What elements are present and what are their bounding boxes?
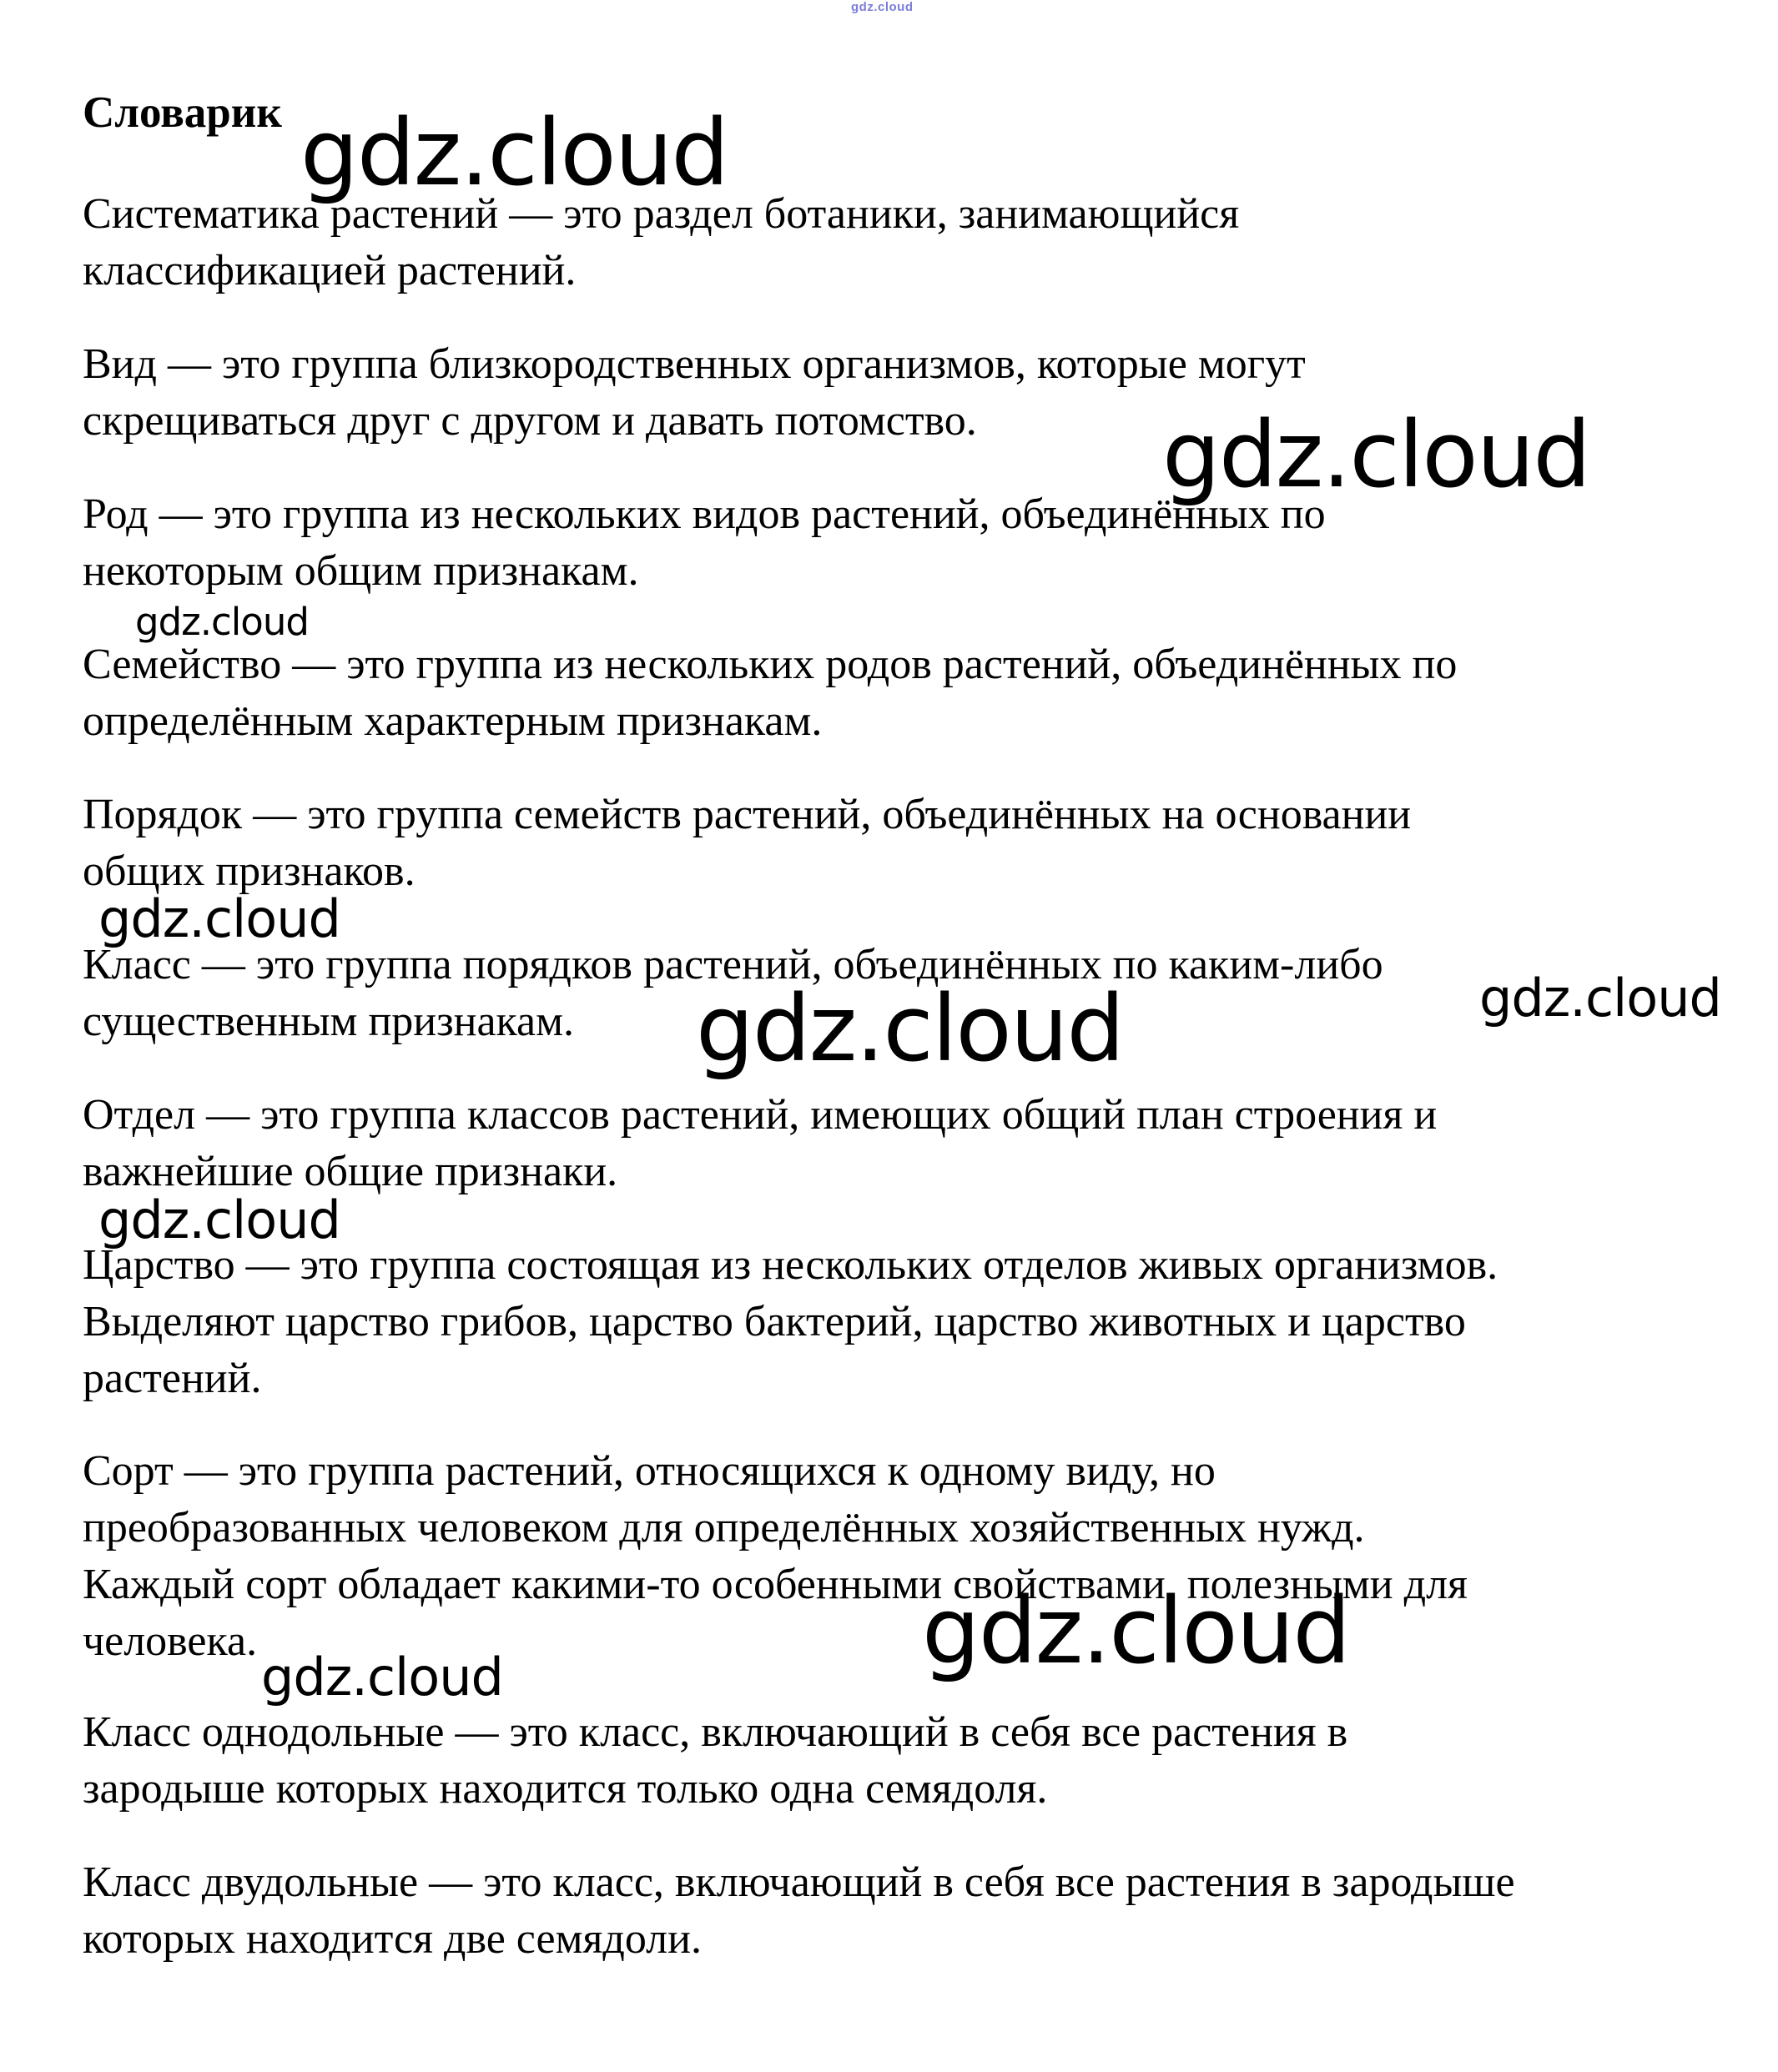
definition-family — [83, 636, 1743, 750]
definition-line: Отдел — это группа классов растений, имеющих общий план строения и — [83, 1091, 1438, 1139]
definition-cultivar — [83, 1443, 1743, 1670]
definition-line: некоторым общим признакам. — [83, 547, 639, 595]
definition-line: Класс однодольные — это класс, включающий в себя все растения в — [83, 1708, 1348, 1756]
definition-line: Класс двудольные — это класс, включающий в себя все растения в зародыше — [83, 1858, 1515, 1906]
page-title: Словарик — [83, 88, 282, 137]
definition-line: преобразованных человеком для определённых хозяйственных нужд. — [83, 1504, 1365, 1551]
watermark: gdz.cloud — [98, 888, 340, 949]
definition-line: скрещиваться друг с другом и давать потомство. — [83, 397, 977, 445]
definition-line: Сорт — это группа растений, относящихся к одному виду, но — [83, 1447, 1216, 1495]
watermark: gdz.cloud — [1479, 968, 1721, 1028]
definition-line: растений. — [83, 1355, 262, 1402]
watermark: gdz.cloud — [1162, 401, 1590, 508]
definition-line: важнейшие общие признаки. — [83, 1148, 618, 1195]
definition-line: Царство — это группа состоящая из нескольких отделов живых организмов. — [83, 1241, 1498, 1289]
definition-line: человека. — [83, 1617, 258, 1665]
definition-dicots — [83, 1854, 1743, 1968]
definition-order — [83, 787, 1743, 900]
definition-line: Порядок — это группа семейств растений, объединённых на основании — [83, 791, 1412, 838]
watermark: gdz.cloud — [696, 975, 1124, 1082]
definition-line: зародыше которых находится только одна семядоля. — [83, 1765, 1048, 1813]
definition-kingdom — [83, 1237, 1743, 1407]
definition-line: общих признаков. — [83, 847, 416, 895]
definition-line: классификацией растений. — [83, 247, 577, 294]
watermark: gdz.cloud — [261, 1647, 503, 1707]
definition-line: Класс — это группа порядков растений, объединённых по каким-либо — [83, 941, 1383, 988]
definition-line: определённым характерным признакам. — [83, 697, 823, 745]
definition-line: Каждый сорт обладает какими-то особенными свойствами, полезными для — [83, 1561, 1468, 1608]
definition-line: Систематика растений — это раздел ботаники, занимающийся — [83, 190, 1240, 238]
definition-line: Семейство — это группа из нескольких родов растений, объединённых по — [83, 641, 1458, 688]
watermark: gdz.cloud — [922, 1577, 1350, 1684]
definition-line: которых находится две семядоли. — [83, 1915, 702, 1963]
definition-line: Выделяют царство грибов, царство бактерий, царство животных и царство — [83, 1298, 1466, 1345]
watermark: gdz.cloud — [98, 1189, 340, 1250]
top-watermark: gdz.cloud — [851, 0, 914, 14]
watermark: gdz.cloud — [300, 99, 728, 206]
definition-division — [83, 1087, 1743, 1200]
definition-line: существенным признакам. — [83, 998, 575, 1045]
definition-line: Род — это группа из нескольких видов растений, объединённых по — [83, 490, 1326, 538]
watermark: gdz.cloud — [135, 600, 309, 644]
definition-monocots — [83, 1704, 1743, 1818]
definition-line: Вид — это группа близкородственных организмов, которые могут — [83, 340, 1306, 388]
